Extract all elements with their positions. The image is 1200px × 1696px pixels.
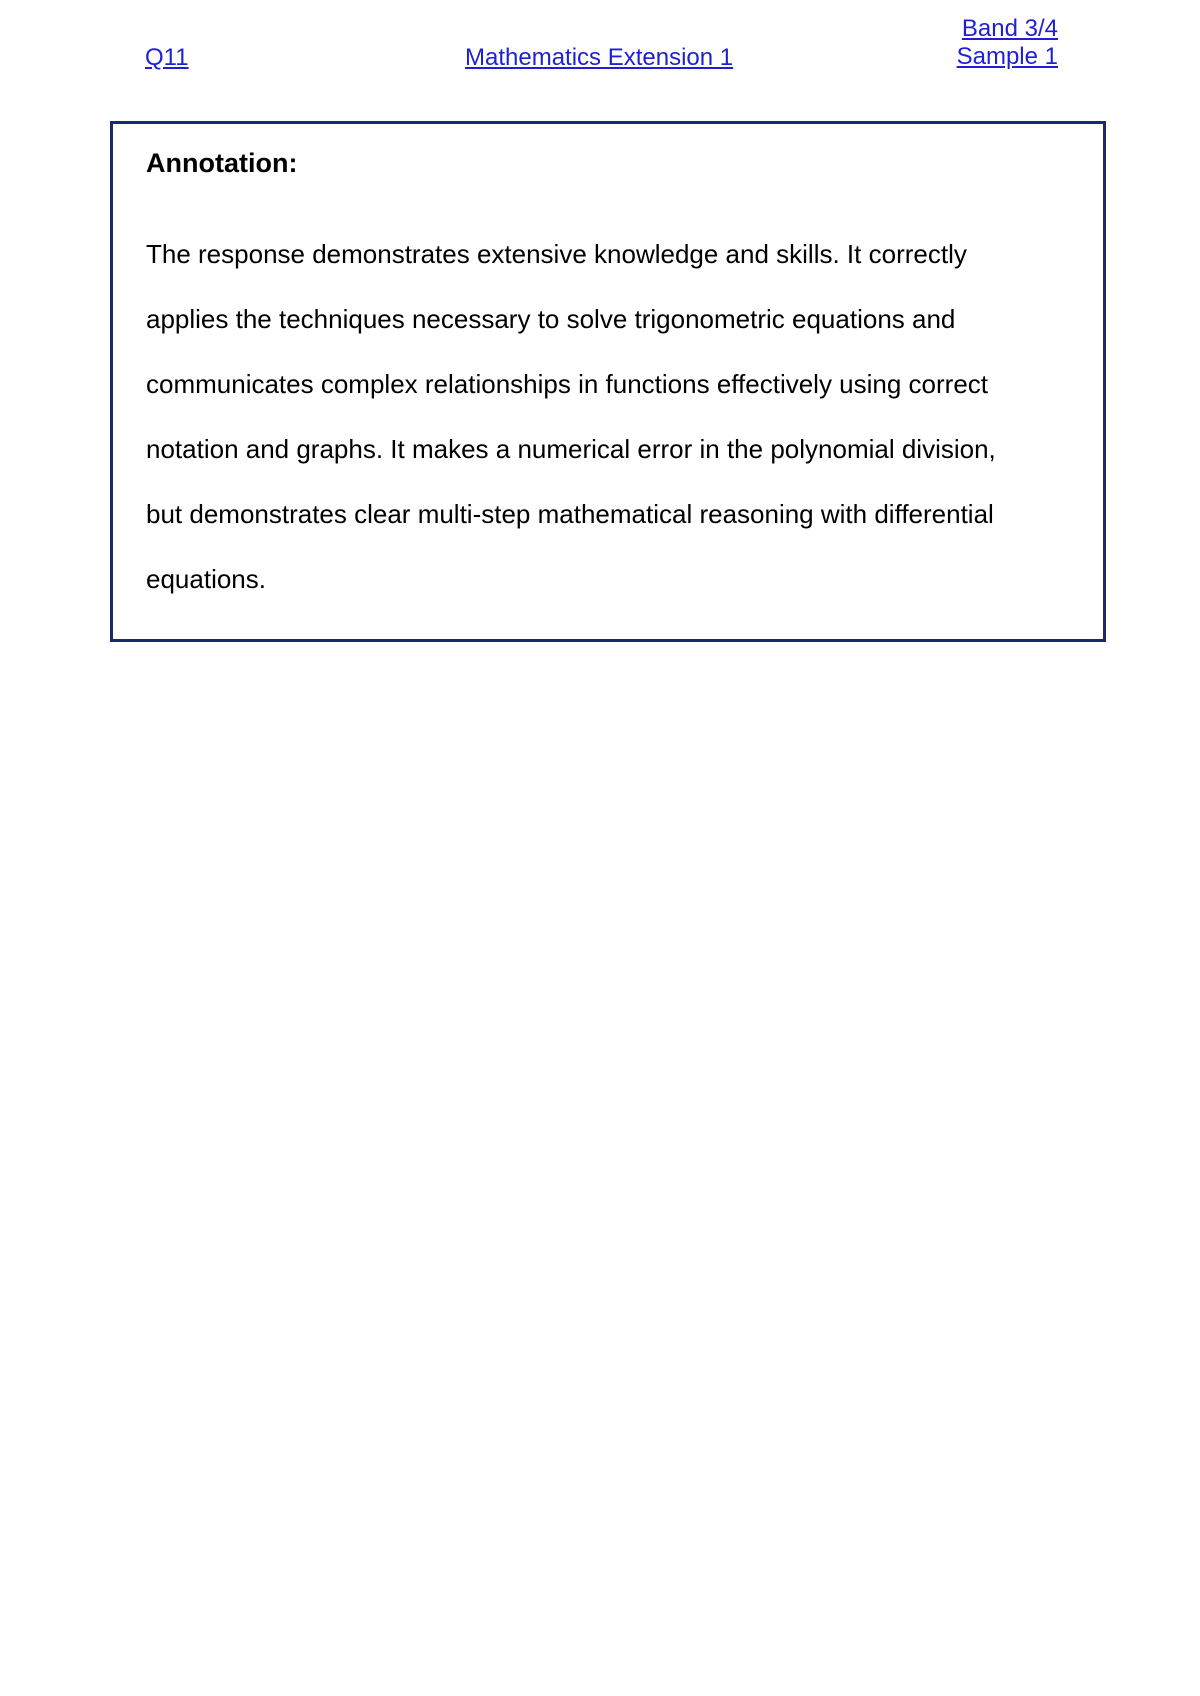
sample-link[interactable]: Sample 1 xyxy=(956,43,1058,70)
annotation-body: The response demonstrates extensive knowledge and skills. It correctly applies the techniques necessary to solve trigonometric equations and communicates complex relationships in functions effectively using correct notation and graphs. It makes a numerical error in the polynomial division, but demonstrates clear multi-step mathematical reasoning with differential equations. xyxy=(146,239,996,594)
band-sample-group xyxy=(957,15,1058,71)
annotation-box xyxy=(110,121,1106,642)
question-link[interactable]: Q11 xyxy=(145,44,189,71)
band-link[interactable]: Band 3/4 xyxy=(961,15,1058,42)
subject-link[interactable]: Mathematics Extension 1 xyxy=(465,44,734,71)
annotation-heading: Annotation: xyxy=(146,148,298,178)
